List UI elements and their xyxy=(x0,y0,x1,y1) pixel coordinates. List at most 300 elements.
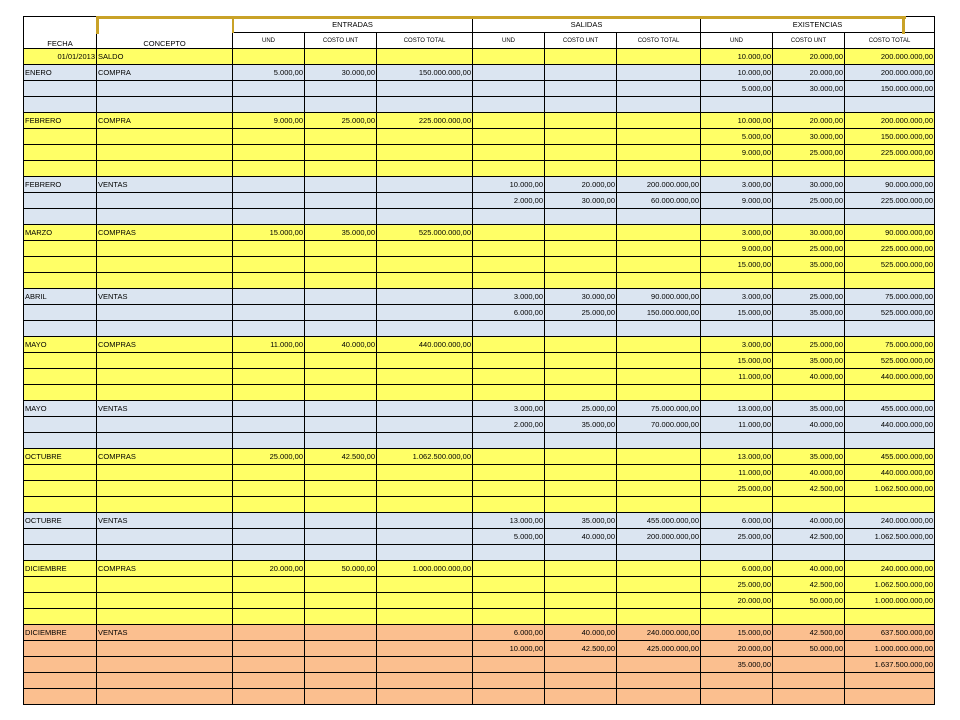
cell-existencia-costo-total[interactable]: 90.000.000,00 xyxy=(845,225,935,241)
cell-existencia-costo-unt[interactable] xyxy=(773,209,845,225)
cell-salida-costo-unt[interactable] xyxy=(545,49,617,65)
cell-fecha[interactable] xyxy=(24,353,97,369)
cell-existencia-costo-unt[interactable]: 25.000,00 xyxy=(773,289,845,305)
cell-entrada-costo-total[interactable] xyxy=(377,401,473,417)
cell-existencia-costo-total[interactable]: 1.062.500.000,00 xyxy=(845,577,935,593)
cell-entrada-costo-total[interactable] xyxy=(377,289,473,305)
cell-salida-costo-total[interactable]: 200.000.000,00 xyxy=(617,529,701,545)
cell-fecha[interactable]: DICIEMBRE xyxy=(24,561,97,577)
cell-fecha[interactable]: FEBRERO xyxy=(24,177,97,193)
cell-salida-costo-total[interactable] xyxy=(617,225,701,241)
cell-existencia-costo-unt[interactable] xyxy=(773,497,845,513)
cell-salida-costo-total[interactable] xyxy=(617,337,701,353)
cell-fecha[interactable]: ABRIL xyxy=(24,289,97,305)
cell-salida-costo-unt[interactable]: 30.000,00 xyxy=(545,193,617,209)
cell-salida-costo-unt[interactable] xyxy=(545,257,617,273)
cell-salida-costo-unt[interactable] xyxy=(545,449,617,465)
cell-existencia-und[interactable]: 9.000,00 xyxy=(701,145,773,161)
cell-fecha[interactable] xyxy=(24,593,97,609)
cell-concepto[interactable] xyxy=(97,81,233,97)
cell-existencia-costo-total[interactable] xyxy=(845,609,935,625)
cell-existencia-costo-unt[interactable]: 20.000,00 xyxy=(773,65,845,81)
cell-concepto[interactable] xyxy=(97,609,233,625)
cell-entrada-costo-unt[interactable] xyxy=(305,529,377,545)
cell-salida-und[interactable]: 2.000,00 xyxy=(473,417,545,433)
cell-salida-costo-total[interactable] xyxy=(617,593,701,609)
cell-salida-und[interactable] xyxy=(473,385,545,401)
cell-salida-costo-unt[interactable]: 20.000,00 xyxy=(545,177,617,193)
cell-salida-costo-unt[interactable] xyxy=(545,609,617,625)
cell-entrada-und[interactable] xyxy=(233,49,305,65)
cell-existencia-und[interactable]: 25.000,00 xyxy=(701,481,773,497)
cell-existencia-und[interactable]: 15.000,00 xyxy=(701,625,773,641)
cell-existencia-costo-unt[interactable]: 25.000,00 xyxy=(773,241,845,257)
cell-existencia-costo-unt[interactable] xyxy=(773,161,845,177)
cell-entrada-und[interactable]: 9.000,00 xyxy=(233,113,305,129)
cell-salida-costo-unt[interactable] xyxy=(545,209,617,225)
cell-existencia-und[interactable]: 3.000,00 xyxy=(701,225,773,241)
cell-existencia-und[interactable] xyxy=(701,689,773,705)
cell-salida-costo-total[interactable]: 90.000.000,00 xyxy=(617,289,701,305)
cell-fecha[interactable] xyxy=(24,609,97,625)
cell-existencia-costo-total[interactable] xyxy=(845,673,935,689)
cell-entrada-costo-unt[interactable] xyxy=(305,593,377,609)
cell-existencia-und[interactable] xyxy=(701,673,773,689)
cell-entrada-costo-unt[interactable] xyxy=(305,161,377,177)
cell-entrada-costo-unt[interactable] xyxy=(305,273,377,289)
cell-entrada-costo-unt[interactable] xyxy=(305,257,377,273)
cell-entrada-und[interactable] xyxy=(233,129,305,145)
cell-existencia-costo-total[interactable]: 1.062.500.000,00 xyxy=(845,481,935,497)
cell-salida-costo-unt[interactable] xyxy=(545,337,617,353)
cell-concepto[interactable] xyxy=(97,305,233,321)
cell-entrada-und[interactable] xyxy=(233,321,305,337)
cell-entrada-und[interactable] xyxy=(233,305,305,321)
cell-existencia-und[interactable] xyxy=(701,609,773,625)
cell-salida-costo-total[interactable] xyxy=(617,161,701,177)
cell-existencia-costo-unt[interactable]: 40.000,00 xyxy=(773,465,845,481)
cell-salida-costo-total[interactable] xyxy=(617,577,701,593)
cell-existencia-costo-total[interactable] xyxy=(845,433,935,449)
cell-entrada-und[interactable] xyxy=(233,81,305,97)
cell-salida-costo-unt[interactable] xyxy=(545,129,617,145)
cell-existencia-costo-unt[interactable]: 50.000,00 xyxy=(773,641,845,657)
cell-existencia-costo-unt[interactable]: 40.000,00 xyxy=(773,561,845,577)
cell-entrada-costo-unt[interactable] xyxy=(305,625,377,641)
cell-salida-und[interactable] xyxy=(473,65,545,81)
cell-concepto[interactable] xyxy=(97,129,233,145)
cell-entrada-costo-unt[interactable] xyxy=(305,305,377,321)
cell-existencia-costo-unt[interactable]: 20.000,00 xyxy=(773,113,845,129)
cell-concepto[interactable]: SALDO xyxy=(97,49,233,65)
cell-existencia-und[interactable]: 13.000,00 xyxy=(701,449,773,465)
cell-entrada-costo-unt[interactable]: 40.000,00 xyxy=(305,337,377,353)
cell-concepto[interactable]: VENTAS xyxy=(97,177,233,193)
cell-salida-und[interactable] xyxy=(473,497,545,513)
cell-salida-costo-total[interactable]: 75.000.000,00 xyxy=(617,401,701,417)
cell-entrada-costo-unt[interactable] xyxy=(305,209,377,225)
cell-existencia-costo-total[interactable]: 1.000.000.000,00 xyxy=(845,641,935,657)
cell-concepto[interactable] xyxy=(97,193,233,209)
cell-entrada-costo-unt[interactable] xyxy=(305,513,377,529)
cell-entrada-und[interactable] xyxy=(233,97,305,113)
cell-salida-costo-unt[interactable] xyxy=(545,353,617,369)
cell-existencia-costo-total[interactable]: 525.000.000,00 xyxy=(845,305,935,321)
cell-fecha[interactable] xyxy=(24,161,97,177)
cell-existencia-costo-total[interactable]: 150.000.000,00 xyxy=(845,129,935,145)
cell-salida-und[interactable] xyxy=(473,273,545,289)
cell-existencia-costo-unt[interactable]: 35.000,00 xyxy=(773,305,845,321)
cell-entrada-costo-unt[interactable] xyxy=(305,465,377,481)
cell-entrada-costo-unt[interactable] xyxy=(305,609,377,625)
cell-fecha[interactable]: ENERO xyxy=(24,65,97,81)
cell-fecha[interactable] xyxy=(24,369,97,385)
cell-concepto[interactable] xyxy=(97,529,233,545)
cell-entrada-und[interactable] xyxy=(233,433,305,449)
cell-salida-und[interactable] xyxy=(473,225,545,241)
cell-entrada-costo-unt[interactable] xyxy=(305,321,377,337)
cell-existencia-costo-unt[interactable]: 35.000,00 xyxy=(773,449,845,465)
cell-salida-costo-unt[interactable] xyxy=(545,657,617,673)
cell-salida-und[interactable] xyxy=(473,657,545,673)
cell-entrada-costo-unt[interactable] xyxy=(305,385,377,401)
cell-existencia-costo-unt[interactable]: 35.000,00 xyxy=(773,257,845,273)
cell-salida-und[interactable] xyxy=(473,81,545,97)
cell-salida-costo-total[interactable] xyxy=(617,657,701,673)
cell-entrada-und[interactable] xyxy=(233,465,305,481)
cell-entrada-costo-total[interactable] xyxy=(377,625,473,641)
cell-fecha[interactable] xyxy=(24,481,97,497)
cell-entrada-costo-unt[interactable]: 25.000,00 xyxy=(305,113,377,129)
cell-salida-costo-unt[interactable] xyxy=(545,81,617,97)
subheader-costo-unt[interactable]: COSTO UNT xyxy=(773,33,845,49)
cell-salida-costo-total[interactable] xyxy=(617,257,701,273)
cell-entrada-costo-total[interactable] xyxy=(377,657,473,673)
cell-entrada-costo-total[interactable] xyxy=(377,673,473,689)
cell-entrada-und[interactable] xyxy=(233,625,305,641)
cell-existencia-costo-unt[interactable]: 40.000,00 xyxy=(773,513,845,529)
subheader-und[interactable]: UND xyxy=(233,33,305,49)
cell-concepto[interactable] xyxy=(97,673,233,689)
cell-salida-und[interactable]: 10.000,00 xyxy=(473,641,545,657)
cell-existencia-costo-total[interactable] xyxy=(845,497,935,513)
cell-entrada-costo-total[interactable] xyxy=(377,465,473,481)
cell-entrada-costo-total[interactable] xyxy=(377,177,473,193)
cell-salida-costo-total[interactable] xyxy=(617,689,701,705)
cell-salida-costo-unt[interactable] xyxy=(545,385,617,401)
cell-existencia-costo-unt[interactable]: 30.000,00 xyxy=(773,177,845,193)
cell-salida-costo-total[interactable] xyxy=(617,209,701,225)
cell-fecha[interactable] xyxy=(24,257,97,273)
cell-fecha[interactable] xyxy=(24,81,97,97)
cell-concepto[interactable] xyxy=(97,497,233,513)
cell-existencia-costo-total[interactable]: 75.000.000,00 xyxy=(845,337,935,353)
cell-concepto[interactable] xyxy=(97,241,233,257)
cell-fecha[interactable]: MARZO xyxy=(24,225,97,241)
subheader-costo-unt[interactable]: COSTO UNT xyxy=(305,33,377,49)
cell-existencia-costo-total[interactable]: 440.000.000,00 xyxy=(845,369,935,385)
cell-concepto[interactable] xyxy=(97,577,233,593)
cell-existencia-costo-total[interactable]: 440.000.000,00 xyxy=(845,417,935,433)
cell-existencia-costo-total[interactable]: 240.000.000,00 xyxy=(845,561,935,577)
cell-entrada-costo-total[interactable] xyxy=(377,145,473,161)
cell-entrada-costo-total[interactable] xyxy=(377,353,473,369)
cell-existencia-costo-total[interactable] xyxy=(845,689,935,705)
header-entradas[interactable]: ENTRADAS xyxy=(233,17,473,33)
cell-existencia-und[interactable]: 20.000,00 xyxy=(701,641,773,657)
cell-salida-costo-unt[interactable] xyxy=(545,593,617,609)
cell-salida-costo-unt[interactable] xyxy=(545,113,617,129)
cell-existencia-costo-unt[interactable]: 42.500,00 xyxy=(773,625,845,641)
header-salidas[interactable]: SALIDAS xyxy=(473,17,701,33)
cell-concepto[interactable]: COMPRA xyxy=(97,65,233,81)
cell-entrada-costo-total[interactable] xyxy=(377,641,473,657)
cell-salida-und[interactable] xyxy=(473,545,545,561)
cell-existencia-und[interactable]: 20.000,00 xyxy=(701,593,773,609)
cell-entrada-costo-total[interactable]: 1.000.000.000,00 xyxy=(377,561,473,577)
cell-existencia-costo-total[interactable]: 525.000.000,00 xyxy=(845,353,935,369)
cell-existencia-costo-total[interactable] xyxy=(845,273,935,289)
cell-existencia-und[interactable] xyxy=(701,321,773,337)
cell-entrada-und[interactable] xyxy=(233,161,305,177)
cell-concepto[interactable] xyxy=(97,273,233,289)
cell-existencia-und[interactable]: 11.000,00 xyxy=(701,465,773,481)
cell-fecha[interactable] xyxy=(24,385,97,401)
cell-entrada-costo-total[interactable]: 150.000.000,00 xyxy=(377,65,473,81)
cell-fecha[interactable] xyxy=(24,465,97,481)
cell-salida-costo-unt[interactable] xyxy=(545,673,617,689)
cell-salida-costo-total[interactable]: 150.000.000,00 xyxy=(617,305,701,321)
cell-concepto[interactable] xyxy=(97,465,233,481)
cell-entrada-costo-unt[interactable] xyxy=(305,81,377,97)
cell-entrada-und[interactable]: 11.000,00 xyxy=(233,337,305,353)
cell-concepto[interactable] xyxy=(97,353,233,369)
cell-existencia-costo-unt[interactable]: 40.000,00 xyxy=(773,369,845,385)
cell-entrada-costo-total[interactable] xyxy=(377,321,473,337)
cell-existencia-costo-unt[interactable]: 30.000,00 xyxy=(773,129,845,145)
cell-salida-und[interactable] xyxy=(473,145,545,161)
cell-salida-und[interactable] xyxy=(473,209,545,225)
cell-concepto[interactable] xyxy=(97,417,233,433)
cell-existencia-costo-total[interactable]: 440.000.000,00 xyxy=(845,465,935,481)
cell-entrada-und[interactable] xyxy=(233,577,305,593)
cell-concepto[interactable] xyxy=(97,385,233,401)
cell-existencia-costo-total[interactable]: 240.000.000,00 xyxy=(845,513,935,529)
subheader-costo-unt[interactable]: COSTO UNT xyxy=(545,33,617,49)
cell-existencia-costo-total[interactable]: 1.637.500.000,00 xyxy=(845,657,935,673)
cell-entrada-costo-total[interactable] xyxy=(377,129,473,145)
cell-entrada-costo-unt[interactable]: 35.000,00 xyxy=(305,225,377,241)
cell-entrada-costo-total[interactable] xyxy=(377,369,473,385)
cell-concepto[interactable] xyxy=(97,161,233,177)
cell-salida-costo-unt[interactable]: 25.000,00 xyxy=(545,305,617,321)
cell-existencia-und[interactable] xyxy=(701,273,773,289)
cell-entrada-und[interactable] xyxy=(233,513,305,529)
cell-existencia-costo-unt[interactable]: 42.500,00 xyxy=(773,577,845,593)
cell-fecha[interactable] xyxy=(24,273,97,289)
cell-entrada-costo-total[interactable] xyxy=(377,385,473,401)
cell-fecha[interactable] xyxy=(24,673,97,689)
cell-salida-und[interactable] xyxy=(473,337,545,353)
cell-entrada-costo-unt[interactable] xyxy=(305,193,377,209)
cell-existencia-und[interactable]: 9.000,00 xyxy=(701,193,773,209)
cell-entrada-und[interactable]: 20.000,00 xyxy=(233,561,305,577)
cell-salida-costo-total[interactable] xyxy=(617,385,701,401)
cell-concepto[interactable] xyxy=(97,689,233,705)
cell-existencia-und[interactable]: 3.000,00 xyxy=(701,177,773,193)
cell-existencia-und[interactable]: 13.000,00 xyxy=(701,401,773,417)
cell-fecha[interactable] xyxy=(24,129,97,145)
subheader-costo-total[interactable]: COSTO TOTAL xyxy=(845,33,935,49)
cell-existencia-und[interactable] xyxy=(701,497,773,513)
cell-fecha[interactable]: MAYO xyxy=(24,337,97,353)
cell-entrada-und[interactable]: 15.000,00 xyxy=(233,225,305,241)
cell-existencia-costo-total[interactable]: 637.500.000,00 xyxy=(845,625,935,641)
cell-salida-costo-total[interactable] xyxy=(617,97,701,113)
cell-existencia-costo-total[interactable]: 200.000.000,00 xyxy=(845,113,935,129)
cell-existencia-costo-unt[interactable] xyxy=(773,673,845,689)
cell-existencia-und[interactable]: 6.000,00 xyxy=(701,561,773,577)
cell-salida-costo-total[interactable] xyxy=(617,561,701,577)
cell-existencia-costo-total[interactable]: 525.000.000,00 xyxy=(845,257,935,273)
cell-fecha[interactable] xyxy=(24,641,97,657)
cell-entrada-und[interactable] xyxy=(233,673,305,689)
cell-concepto[interactable] xyxy=(97,481,233,497)
subheader-costo-total[interactable]: COSTO TOTAL xyxy=(617,33,701,49)
cell-salida-costo-unt[interactable]: 35.000,00 xyxy=(545,417,617,433)
cell-concepto[interactable] xyxy=(97,321,233,337)
cell-salida-costo-total[interactable] xyxy=(617,321,701,337)
cell-existencia-und[interactable]: 11.000,00 xyxy=(701,417,773,433)
cell-existencia-costo-total[interactable] xyxy=(845,545,935,561)
cell-existencia-costo-unt[interactable] xyxy=(773,689,845,705)
cell-salida-costo-unt[interactable]: 42.500,00 xyxy=(545,641,617,657)
cell-salida-costo-total[interactable]: 240.000.000,00 xyxy=(617,625,701,641)
cell-salida-costo-unt[interactable] xyxy=(545,65,617,81)
cell-entrada-und[interactable] xyxy=(233,593,305,609)
cell-salida-costo-total[interactable] xyxy=(617,465,701,481)
cell-entrada-und[interactable] xyxy=(233,529,305,545)
cell-existencia-costo-unt[interactable]: 40.000,00 xyxy=(773,417,845,433)
cell-existencia-costo-total[interactable] xyxy=(845,209,935,225)
cell-existencia-costo-unt[interactable]: 42.500,00 xyxy=(773,481,845,497)
cell-existencia-costo-unt[interactable] xyxy=(773,385,845,401)
cell-entrada-costo-total[interactable] xyxy=(377,305,473,321)
cell-salida-costo-unt[interactable]: 30.000,00 xyxy=(545,289,617,305)
cell-entrada-costo-unt[interactable] xyxy=(305,545,377,561)
cell-existencia-und[interactable]: 5.000,00 xyxy=(701,129,773,145)
cell-salida-costo-total[interactable]: 60.000.000,00 xyxy=(617,193,701,209)
cell-entrada-costo-total[interactable] xyxy=(377,417,473,433)
cell-salida-costo-total[interactable] xyxy=(617,433,701,449)
cell-concepto[interactable]: VENTAS xyxy=(97,625,233,641)
cell-existencia-costo-unt[interactable] xyxy=(773,97,845,113)
cell-fecha[interactable]: FEBRERO xyxy=(24,113,97,129)
cell-entrada-und[interactable] xyxy=(233,497,305,513)
cell-salida-und[interactable] xyxy=(473,561,545,577)
cell-entrada-costo-unt[interactable] xyxy=(305,481,377,497)
cell-salida-costo-total[interactable] xyxy=(617,497,701,513)
cell-existencia-und[interactable]: 10.000,00 xyxy=(701,113,773,129)
cell-salida-und[interactable] xyxy=(473,241,545,257)
cell-entrada-costo-unt[interactable] xyxy=(305,49,377,65)
cell-salida-costo-total[interactable] xyxy=(617,449,701,465)
cell-entrada-costo-unt[interactable] xyxy=(305,369,377,385)
cell-entrada-costo-unt[interactable] xyxy=(305,417,377,433)
cell-entrada-costo-total[interactable] xyxy=(377,577,473,593)
cell-salida-und[interactable] xyxy=(473,449,545,465)
cell-salida-costo-total[interactable]: 425.000.000,00 xyxy=(617,641,701,657)
cell-salida-costo-unt[interactable] xyxy=(545,497,617,513)
cell-salida-und[interactable] xyxy=(473,593,545,609)
cell-entrada-costo-unt[interactable] xyxy=(305,353,377,369)
cell-salida-costo-unt[interactable] xyxy=(545,241,617,257)
cell-salida-costo-total[interactable] xyxy=(617,81,701,97)
cell-salida-costo-total[interactable] xyxy=(617,609,701,625)
cell-entrada-costo-total[interactable] xyxy=(377,257,473,273)
subheader-und[interactable]: UND xyxy=(701,33,773,49)
cell-salida-costo-total[interactable] xyxy=(617,673,701,689)
cell-existencia-und[interactable]: 6.000,00 xyxy=(701,513,773,529)
cell-salida-und[interactable]: 13.000,00 xyxy=(473,513,545,529)
cell-entrada-costo-total[interactable] xyxy=(377,545,473,561)
cell-existencia-und[interactable]: 15.000,00 xyxy=(701,257,773,273)
cell-entrada-costo-total[interactable]: 225.000.000,00 xyxy=(377,113,473,129)
cell-fecha[interactable]: MAYO xyxy=(24,401,97,417)
cell-existencia-costo-total[interactable]: 90.000.000,00 xyxy=(845,177,935,193)
cell-existencia-costo-unt[interactable] xyxy=(773,321,845,337)
cell-entrada-costo-total[interactable] xyxy=(377,81,473,97)
cell-salida-und[interactable] xyxy=(473,577,545,593)
cell-existencia-und[interactable]: 35.000,00 xyxy=(701,657,773,673)
cell-existencia-costo-unt[interactable]: 25.000,00 xyxy=(773,193,845,209)
cell-entrada-und[interactable] xyxy=(233,417,305,433)
cell-existencia-und[interactable]: 3.000,00 xyxy=(701,337,773,353)
cell-existencia-und[interactable] xyxy=(701,161,773,177)
cell-salida-und[interactable]: 10.000,00 xyxy=(473,177,545,193)
cell-salida-und[interactable] xyxy=(473,481,545,497)
cell-salida-und[interactable]: 2.000,00 xyxy=(473,193,545,209)
cell-entrada-costo-total[interactable] xyxy=(377,689,473,705)
cell-salida-costo-unt[interactable]: 40.000,00 xyxy=(545,529,617,545)
cell-existencia-und[interactable]: 10.000,00 xyxy=(701,65,773,81)
cell-salida-und[interactable] xyxy=(473,465,545,481)
cell-existencia-costo-total[interactable]: 1.000.000.000,00 xyxy=(845,593,935,609)
cell-existencia-costo-total[interactable] xyxy=(845,161,935,177)
cell-entrada-costo-unt[interactable] xyxy=(305,145,377,161)
cell-salida-costo-unt[interactable] xyxy=(545,97,617,113)
cell-fecha[interactable] xyxy=(24,497,97,513)
cell-entrada-und[interactable]: 25.000,00 xyxy=(233,449,305,465)
cell-concepto[interactable]: VENTAS xyxy=(97,289,233,305)
cell-concepto[interactable] xyxy=(97,209,233,225)
cell-entrada-und[interactable] xyxy=(233,257,305,273)
cell-entrada-costo-unt[interactable] xyxy=(305,401,377,417)
cell-fecha[interactable]: OCTUBRE xyxy=(24,513,97,529)
subheader-und[interactable]: UND xyxy=(473,33,545,49)
cell-entrada-costo-unt[interactable]: 30.000,00 xyxy=(305,65,377,81)
cell-entrada-und[interactable] xyxy=(233,209,305,225)
cell-salida-costo-unt[interactable] xyxy=(545,689,617,705)
cell-fecha[interactable] xyxy=(24,529,97,545)
cell-fecha[interactable] xyxy=(24,241,97,257)
cell-entrada-costo-total[interactable] xyxy=(377,481,473,497)
cell-entrada-costo-total[interactable] xyxy=(377,529,473,545)
cell-entrada-costo-unt[interactable]: 42.500,00 xyxy=(305,449,377,465)
cell-fecha[interactable] xyxy=(24,433,97,449)
cell-entrada-costo-total[interactable] xyxy=(377,193,473,209)
cell-existencia-costo-unt[interactable]: 42.500,00 xyxy=(773,529,845,545)
